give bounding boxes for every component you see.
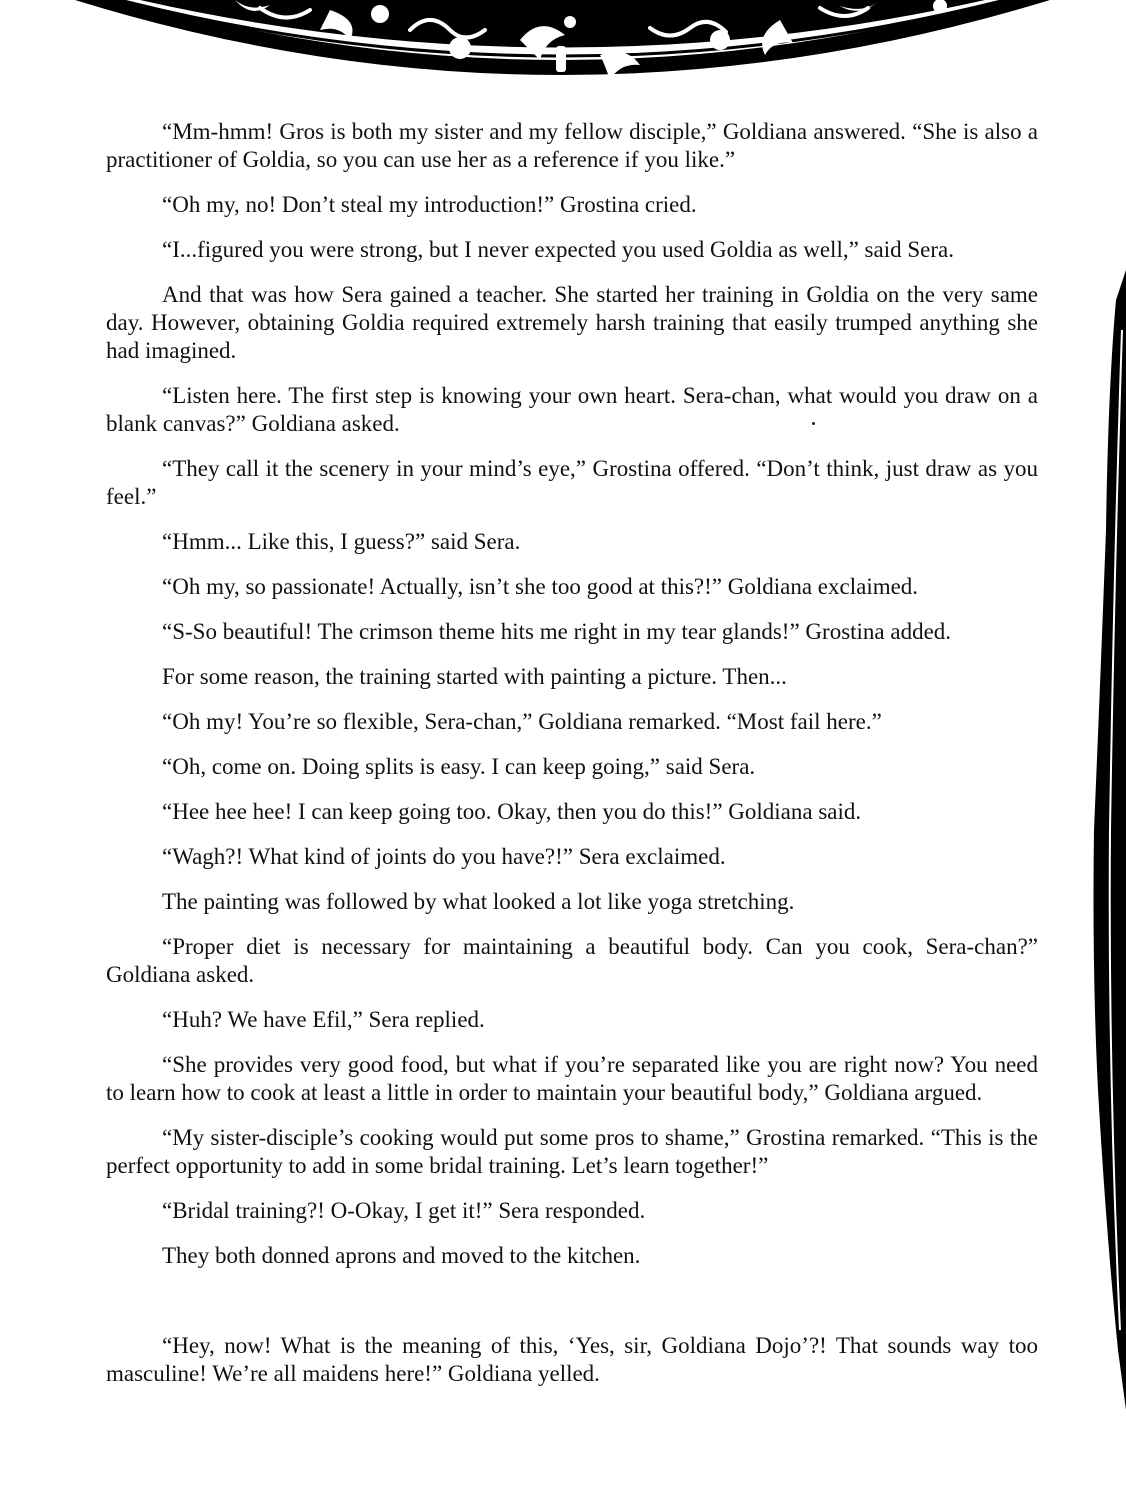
paragraph: “My sister-disciple’s cooking would put some pros to shame,” Grostina remarked. “This is the perfect opportunity to add in some bridal training. Let’s learn together!”: [106, 1125, 1038, 1178]
paragraph: “They call it the scenery in your mind’s eye,” Grostina offered. “Don’t think, just draw as you feel.”: [106, 456, 1038, 509]
paragraph: “Oh my! You’re so flexible, Sera-chan,” Goldiana remarked. “Most fail here.”: [162, 709, 882, 734]
decorative-header-ornament: [0, 0, 1126, 110]
paragraph: “I...figured you were strong, but I never expected you used Goldia as well,” said Sera.: [162, 237, 954, 262]
paragraph: “Bridal training?! O-Okay, I get it!” Sera responded.: [162, 1198, 646, 1223]
paragraph: “She provides very good food, but what if you’re separated like you are right now? You need to learn how to cook at least a little in order to maintain your beautiful body,” Goldiana argued.: [106, 1052, 1038, 1105]
paragraph: “Huh? We have Efil,” Sera replied.: [162, 1007, 485, 1032]
paragraph: “Hey, now! What is the meaning of this, ‘Yes, sir, Goldiana Dojo’?! That sounds way too masculine! We’re all maidens here!” Goldiana yelled.: [106, 1333, 1038, 1386]
paragraph: The painting was followed by what looked a lot like yoga stretching.: [162, 889, 795, 914]
paragraph: “S-So beautiful! The crimson theme hits me right in my tear glands!” Grostina added.: [162, 619, 952, 644]
body-text: [106, 118, 1038, 1405]
paragraph: They both donned aprons and moved to the kitchen.: [162, 1243, 641, 1268]
paragraph: “Oh my, so passionate! Actually, isn’t she too good at this?!” Goldiana exclaimed.: [162, 574, 919, 599]
paragraph: “Oh my, no! Don’t steal my introduction!” Grostina cried.: [162, 192, 697, 217]
scene-break: [106, 1287, 1038, 1332]
paragraph: “Proper diet is necessary for maintaining a beautiful body. Can you cook, Sera-chan?” Goldiana asked.: [106, 934, 1038, 987]
paragraph: “Hee hee hee! I can keep going too. Okay, then you do this!” Goldiana said.: [162, 799, 862, 824]
paragraph: “Listen here. The first step is knowing your own heart. Sera-chan, what would you draw on a blank canvas?” Goldiana asked.: [106, 383, 1038, 436]
paragraph: “Mm-hmm! Gros is both my sister and my fellow disciple,” Goldiana answered. “She is also a practitioner of Goldia, so you can use her as a reference if you like.”: [106, 119, 1038, 172]
paragraph: For some reason, the training started with painting a picture. Then...: [162, 664, 787, 689]
paragraph: “Hmm... Like this, I guess?” said Sera.: [162, 529, 521, 554]
paragraph: And that was how Sera gained a teacher. She started her training in Goldia on the very same day. However, obtaining Goldia required extremely harsh training that easily trumped anything she had imagined.: [106, 282, 1038, 363]
stray-mark: [812, 422, 815, 425]
paragraph: “Oh, come on. Doing splits is easy. I can keep going,” said Sera.: [162, 754, 756, 779]
decorative-side-border: [1086, 270, 1126, 1410]
paragraph: “Wagh?! What kind of joints do you have?!” Sera exclaimed.: [162, 844, 726, 869]
